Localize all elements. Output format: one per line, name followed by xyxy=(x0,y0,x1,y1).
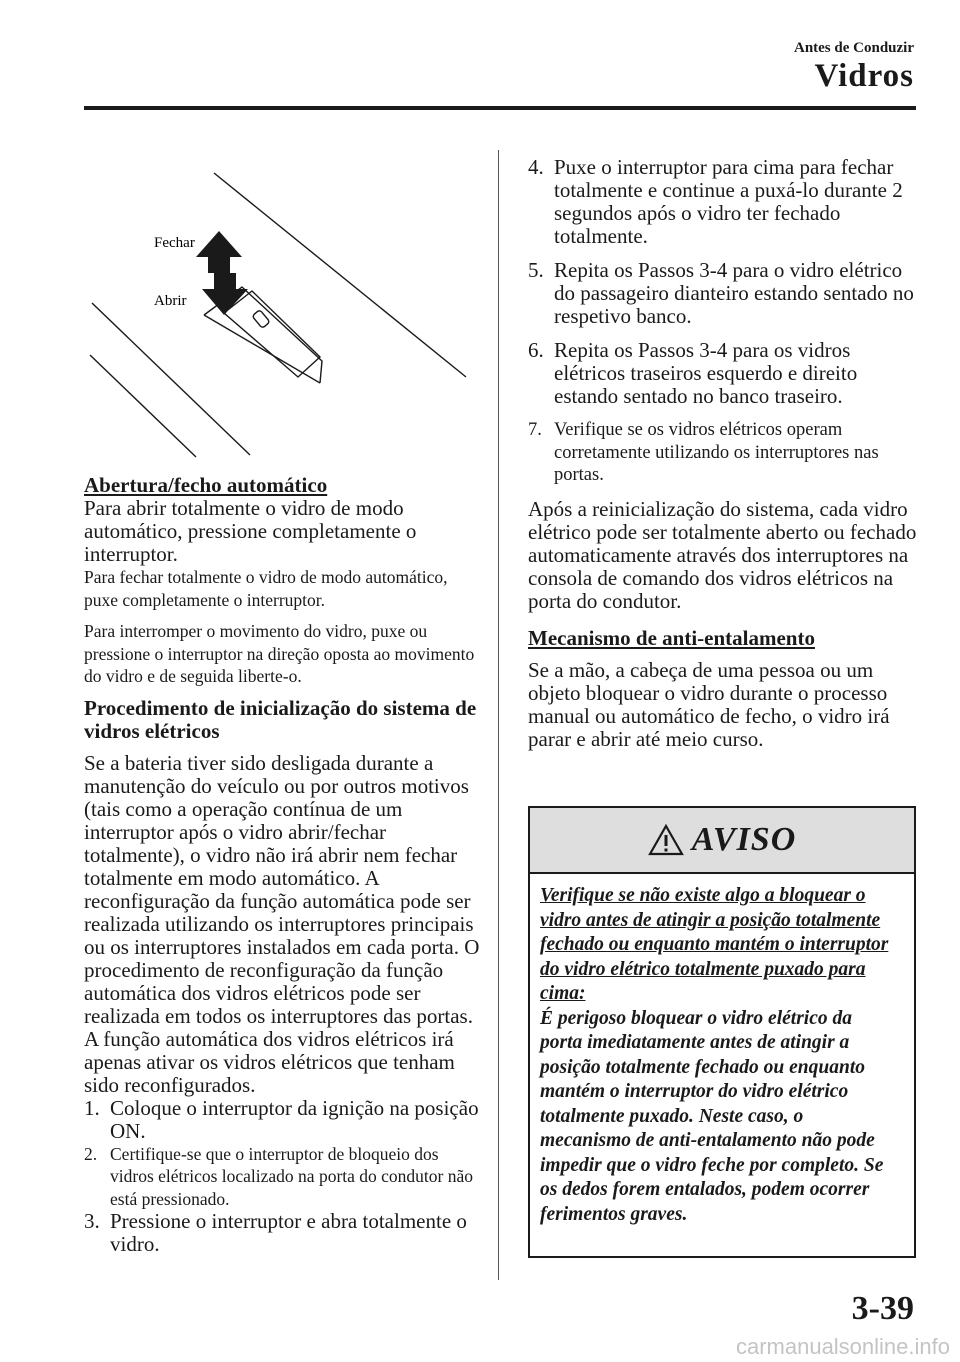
step-text: Certifique-se que o interruptor de bloqueio dos vidros elétricos localizado na porta do condutor não está pressionado. xyxy=(110,1143,474,1209)
init-steps-list xyxy=(84,1097,480,1257)
warning-text: É perigoso bloquear o vidro elétrico da porta imediatamente antes de atingir a posição totalmente fechado ou enquanto mantém o interruptor do vidro elétrico totalmente puxado. Neste caso, o mecanismo de anti-entalamento não pode impedir que o vidro feche por completo. Se os dedos forem entalados, podem ocorrer ferimentos graves. xyxy=(540,1007,884,1225)
list-item xyxy=(84,1143,480,1211)
continued-steps-list xyxy=(528,156,918,487)
auto-heading: Abertura/fecho automático xyxy=(84,473,328,497)
warning-triangle-icon xyxy=(648,824,684,856)
header-section-label: Antes de Conduzir xyxy=(793,40,914,56)
watermark-text: carmanualsonline.info xyxy=(735,1334,950,1359)
init-heading: Procedimento de inicialização do sistema de vidros elétricos xyxy=(84,695,477,743)
right-column xyxy=(528,156,918,751)
step-number: 1. xyxy=(84,1095,100,1120)
left-column xyxy=(84,474,480,1256)
auto-paragraph-3: Para interromper o movimento do vidro, puxe ou pressione o interruptor na direção oposta ao movimento do vidro e de seguida liberte-o. xyxy=(84,621,475,686)
list-item xyxy=(84,1210,480,1256)
list-item xyxy=(528,156,918,248)
anti-trap-paragraph: Se a mão, a cabeça de uma pessoa ou um objeto bloquear o vidro durante o processo manual ou automático de fecho, o vidro irá parar e abrir até meio curso. xyxy=(528,657,890,751)
warning-box xyxy=(528,806,916,1258)
list-item xyxy=(528,259,918,328)
close-label: Fechar xyxy=(154,235,195,251)
step-text: Coloque o interruptor da ignição na posição ON. xyxy=(110,1095,479,1143)
init-paragraph: Se a bateria tiver sido desligada durante a manutenção do veículo ou por outros motivos (tais como a operação contínua de um interruptor após o vidro abrir/fechar totalmente), o vidro não irá abrir nem fechar totalmente em modo automático. A reconfiguração da função automática pode ser realizada utilizando os interruptores principais ou os interruptores instalados em cada porta. O procedimento de reconfiguração da função automática dos vidros elétricos pode ser realizada em todos os interruptores das portas. A função automática dos vidros elétricos irá apenas ativar os vidros elétricos que tenham sido reconfigurados. xyxy=(84,750,480,1097)
header-rule xyxy=(84,106,916,110)
step-number: 6. xyxy=(528,338,544,362)
warning-label: AVISO xyxy=(691,821,797,858)
page-title: Vidros xyxy=(814,58,914,94)
switch-diagram xyxy=(84,165,484,465)
step-number: 4. xyxy=(528,155,544,179)
step-text: Repita os Passos 3-4 para o vidro elétrico do passageiro dianteiro estando sentado no respetivo banco. xyxy=(554,258,914,328)
anti-trap-heading: Mecanismo de anti-entalamento xyxy=(528,625,815,650)
list-item xyxy=(528,339,918,408)
step-number: 2. xyxy=(84,1143,98,1164)
list-item xyxy=(84,1097,480,1143)
auto-paragraph-1: Para abrir totalmente o vidro de modo automático, pressione completamente o interruptor. xyxy=(84,496,417,566)
warning-underlined-text: Verifique se não existe algo a bloquear o vidro antes de atingir a posição totalmente fechado ou enquanto mantém o interruptor do vidro elétrico totalmente puxado para cima: xyxy=(540,885,889,1004)
warning-body xyxy=(530,874,914,1227)
step-text: Verifique se os vidros elétricos operam corretamente utilizando os interruptores nas portas. xyxy=(554,420,879,485)
page-number: 3-39 xyxy=(851,1290,914,1327)
after-reset-paragraph: Após a reinicialização do sistema, cada vidro elétrico pode ser totalmente aberto ou fechado automaticamente através dos interruptores na consola de comando dos vidros elétricos na porta do condutor. xyxy=(528,496,917,613)
auto-paragraph-2: Para fechar totalmente o vidro de modo automático, puxe completamente o interruptor. xyxy=(84,567,448,610)
warning-header xyxy=(530,808,914,874)
step-number: 3. xyxy=(84,1209,100,1233)
open-label: Abrir xyxy=(154,293,187,309)
step-number: 5. xyxy=(528,258,544,282)
column-divider xyxy=(498,150,499,1280)
step-text: Pressione o interruptor e abra totalmente o vidro. xyxy=(110,1209,467,1256)
step-number: 7. xyxy=(528,420,542,440)
window-switch-illustration xyxy=(84,165,484,465)
list-item xyxy=(528,419,918,487)
step-text: Repita os Passos 3-4 para os vidros elétricos traseiros esquerdo e direito estando sentado no banco traseiro. xyxy=(554,338,858,408)
step-text: Puxe o interruptor para cima para fechar totalmente e continue a puxá-lo durante 2 segundos após o vidro ter fechado totalmente. xyxy=(554,155,903,248)
